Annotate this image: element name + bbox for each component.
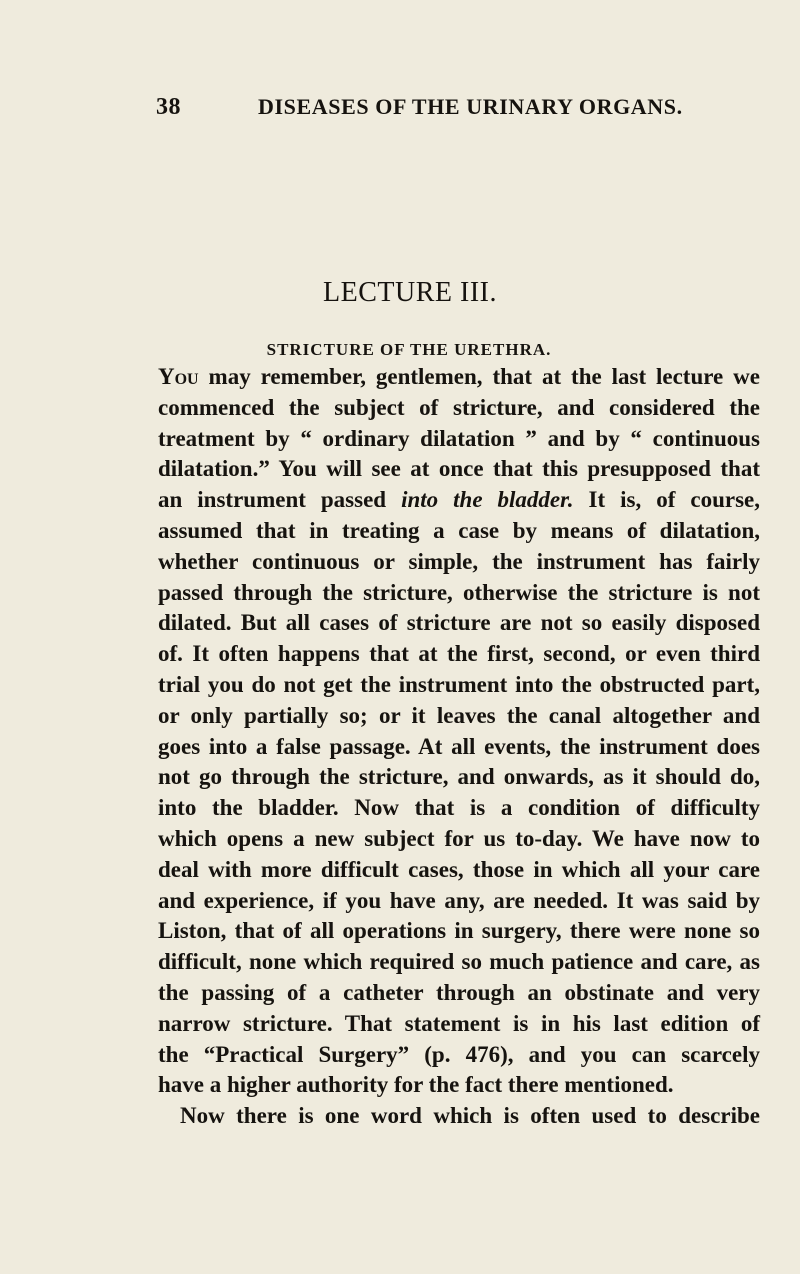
text-line: into the bladder. Now that is a condition of difficulty (158, 795, 760, 821)
lecture-subtitle: STRICTURE OF THE URETHRA. (266, 340, 552, 359)
text-line: have a higher authority for the fact there mentioned. (158, 1072, 674, 1098)
text-line: goes into a false passage. At all events, the instrument does (158, 733, 760, 759)
text-line: deal with more difficult cases, those in which all your care (158, 856, 760, 882)
text-line: Now there is one word which is often used to describe (180, 1103, 760, 1129)
text-line: commenced the subject of stricture, and considered the (158, 394, 760, 420)
text-line: dilated. But all cases of stricture are not so easily disposed (158, 610, 760, 636)
text-line: passed through the stricture, otherwise the stricture is not (158, 579, 760, 605)
text-line: treatment by “ ordinary dilatation ” and by “ continuous (158, 425, 760, 451)
page-number: 38 (156, 94, 181, 120)
text-line: an instrument passed into the bladder. It is, of course, (158, 487, 760, 513)
text-line: not go through the stricture, and onwards, as it should do, (158, 764, 760, 790)
text-line: Liston, that of all operations in surgery, there were none so (158, 918, 760, 944)
text-line: narrow stricture. That statement is in his last edition of (158, 1010, 760, 1036)
running-head (0, 92, 800, 122)
lecture-title: LECTURE III. (323, 277, 497, 308)
text-line: dilatation.” You will see at once that this presupposed that (158, 456, 760, 482)
text-line: trial you do not get the instrument into the obstructed part, (158, 671, 760, 697)
text-line: or only partially so; or it leaves the canal altogether and (158, 702, 760, 728)
text-line: and experience, if you have any, are needed. It was said by (158, 887, 760, 913)
text-line: the “Practical Surgery” (p. 476), and you can scarcely (158, 1041, 760, 1067)
text-line: the passing of a catheter through an obstinate and very (158, 979, 760, 1005)
text-line: difficult, none which required so much patience and care, as (158, 949, 760, 975)
running-title: DISEASES OF THE URINARY ORGANS. (258, 94, 683, 119)
text-line: assumed that in treating a case by means of dilatation, (158, 517, 760, 543)
body-paragraph (158, 362, 760, 1132)
italic-phrase: into the bladder. (401, 487, 574, 513)
text-line: You may remember, gentlemen, that at the last lecture we (158, 364, 760, 389)
text-line: whether continuous or simple, the instrument has fairly (158, 548, 760, 574)
text-line: of. It often happens that at the first, second, or even third (158, 641, 760, 667)
opening-word: You (158, 364, 199, 389)
text-line: which opens a new subject for us to-day. We have now to (158, 825, 760, 851)
